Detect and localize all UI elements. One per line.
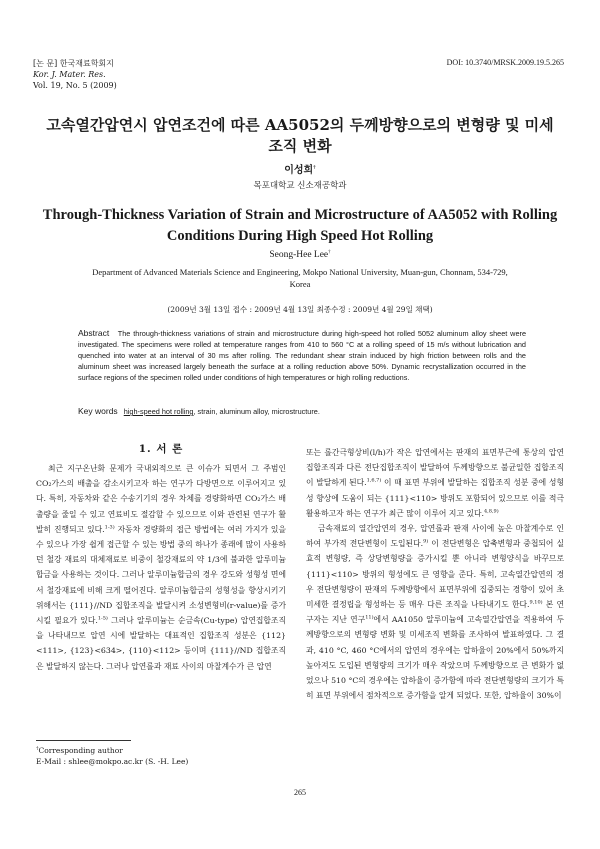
dagger-mark: † <box>328 249 331 255</box>
author-english-name: Seong-Hee Lee <box>269 250 329 260</box>
title-english: Through-Thickness Variation of Strain and Microstructure of AA5052 with Rolling Conditions During High Speed Hot Rolling <box>42 207 558 244</box>
text-run: 에서 AA1050 알루미늄에 고속열간압연을 적용하여 두께방향으로의 변형량 변화 및 미세조직 변화를 조사하여 발표하였다. 그 결과, 410 °C, 460 °C에서의 압연의 경우에는 압하율이 20%에서 50%까지 높아져도 도입된 변형량의 크기가 매우 작았으며 두께방향으로 큰 변화가 없었으나 510 °C의 경우에는 압하율이 증가함에 따라 전단변형량의 크기가 특히 표면 부위에서 점차적으로 증가함을 알게 되었다. 또한, 압하율이 30%이 <box>306 615 564 701</box>
citation: 9) <box>423 538 429 545</box>
affiliation-english: Department of Advanced Materials Science and Engineering, Mokpo National University, Muan-gun, Chonnam, 534-729, Korea <box>92 267 508 289</box>
body-column-right <box>306 445 564 703</box>
submission-dates: (2009년 3월 13일 접수 : 2009년 4월 13일 최종수정 : 2009년 4월 29일 채택) <box>167 305 433 314</box>
text-run: 최근 지구온난화 문제가 국내외적으로 큰 이슈가 되면서 그 주범인 CO₂가스의 배출을 감소시키고자 하는 연구가 다방면으로 이루어지고 있다. 특히, 자동차와 같은 수송기기의 경우 차체를 경량화하면 CO₂가스 배출량을 줄일 수 있고 연료비도 절감할 수 있으므로 이와 관련된 연구가 활발히 진행되고 있다. <box>36 464 286 534</box>
citation: 1-5) <box>97 615 108 622</box>
footnote-email: E-Mail : shlee@mokpo.ac.kr (S. -H. Lee) <box>36 757 189 766</box>
paragraph <box>36 461 286 674</box>
author-english <box>0 250 600 260</box>
text-run: 이 때 표면 부위에 발달하는 집합조직 성분 중에 성형성 향상에 도움이 되는 {111}<110> 방위도 포함되어 있으므로 이를 적극 활용하고자 하는 연구가 최근 많이 이루어 지고 있다. <box>306 478 564 518</box>
affiliation-korean: 목포대학교 신소재공학과 <box>253 181 347 191</box>
title-korean: 고속열간압연시 압연조건에 따른 AA5052의 두께방향으로의 변형량 및 미세조직 변화 <box>46 116 554 155</box>
paragraph <box>306 445 564 521</box>
doi: DOI: 10.3740/MRSK.2009.19.5.265 <box>446 58 564 67</box>
footnote-corresponding: Corresponding author <box>38 746 123 755</box>
dagger-mark: † <box>36 745 39 752</box>
citation: 1-3) <box>104 524 115 531</box>
text-run: 이 전단변형은 압축변형과 중첩되어 실효적 변형량, 즉 상당변형량을 증가시킬 뿐 아니라 변형양식을 바꾸므로 {111}<110> 방위의 형성에도 큰 영향을 준다. 특히, 고속열간압연의 경우 전단변형량이 판재의 두께방향에서 표면부위에 집중되는 경향이 있어 초미세한 결정립을 형성하는 등 매우 다른 조직을 나타내기도 한다. <box>306 539 565 610</box>
text-run: 자동차 경량화의 접근 방법에는 여러 가지가 있을 수 있으나 가장 쉽게 접근할 수 있는 방법 중의 하나가 종래에 많이 사용하던 철강 재료의 대체재료로 비중이 철강재료의 약 1/3에 불과한 알루미늄합금을 사용하는 것이다. 그러나 알루미늄합금의 경우 강도와 성형성 면에서 철강재료에 비해 크게 떨어진다. 알루미늄합금의 성형성을 향상시키기 위해서는 {111}//ND 집합조직을 발달시켜 소성변형비(r-value)를 증가시킬 필요가 있다. <box>36 524 286 626</box>
text-run: 금속재료의 열간압연의 경우, 압연롤과 판재 사이에 높은 마찰계수로 인하여 부가적 전단변형이 도입된다. <box>306 524 564 549</box>
journal-volume: Vol. 19, No. 5 (2009) <box>33 81 117 90</box>
text-run: 본 연구자는 지난 연구 <box>306 600 564 625</box>
author-korean <box>0 161 600 176</box>
citation: 4,8,9) <box>484 508 499 515</box>
paragraph <box>306 521 564 703</box>
keywords-rest: , strain, aluminum alloy, microstructure. <box>193 407 320 416</box>
abstract-label: Abstract <box>78 328 110 338</box>
text-run: 또는 롤간극형상비(l/h)가 작은 압연에서는 판재의 표면부근에 통상의 압연집합조직과 다른 전단집합조직이 발달하여 두께방향으로 불균일한 집합조직이 발달하게 된다. <box>306 448 564 488</box>
keywords-label: Key words <box>78 406 118 416</box>
footnote-divider <box>36 740 131 741</box>
journal-name: Kor. J. Mater. Res. <box>33 70 106 79</box>
journal-category: [논 문] 한국재료학회지 <box>33 59 114 68</box>
citation: 1,6,7) <box>366 477 382 484</box>
journal-header <box>33 58 117 91</box>
footnote-line <box>36 745 188 756</box>
keywords <box>78 406 526 416</box>
page-number: 265 <box>294 788 306 797</box>
keyword-underlined: high-speed hot rolling <box>123 407 194 416</box>
citation: 11) <box>365 614 374 621</box>
text-run: 그러나 알루미늄는 순금속(Cu-type) 압연집합조직을 나타내므로 압연 시에 발달하는 대표적인 집합조직 성분은 {112}<111>, {123}<634>, {110}<112> 등이며 {111}//ND 집합조직은 발달하지 않는다. 그러나 압연롤과 재료 사이의 마찰계수가 큰 압연 <box>36 616 286 671</box>
citation: 9,10) <box>529 599 543 606</box>
dagger-mark: † <box>313 164 316 171</box>
section-heading: 1. 서 론 <box>138 443 184 455</box>
body-column-left <box>36 461 286 674</box>
footnote <box>36 745 188 767</box>
abstract-text: The through-thickness variations of strain and microstructure during high-speed hot rolled 5052 aluminum alloy sheet were investigated. The specimens were rolled at temperature ranges from 410 to 560 °C at a rolling speed of 15 m/s without lubrication and quenched into water at an interval of 30 ms after rolling. The redundant shear strain induced by high friction between rolls and the aluminum sheet was increased largely beneath the surface at a rolling reduction above 50%. Dynamic recrystallization occurred in the surface regions of the specimen rolled under conditions of high temperatures or high rolling reductions. <box>78 329 526 382</box>
abstract <box>78 328 526 383</box>
author-korean-name: 이성희 <box>284 165 314 176</box>
